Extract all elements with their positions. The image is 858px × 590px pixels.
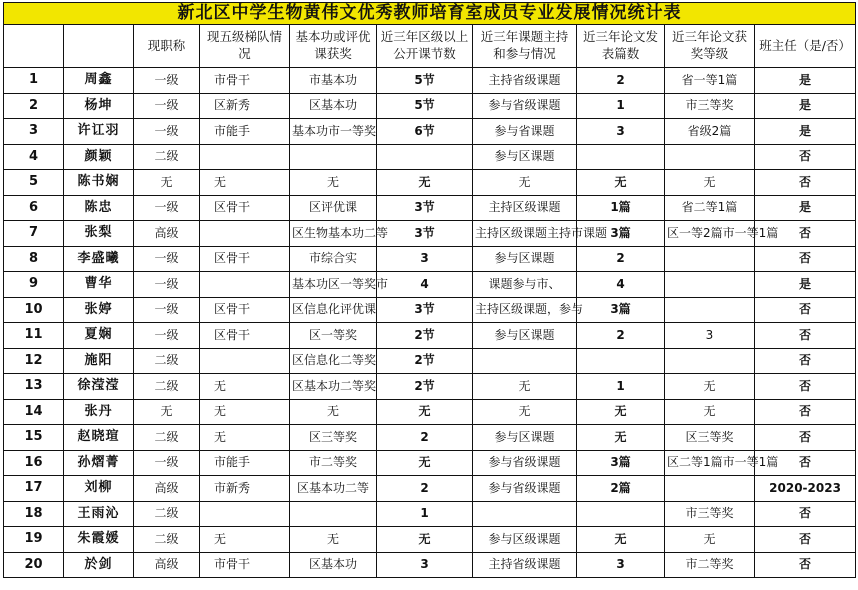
basic-skill-cell[interactable]: 无 [290,399,377,425]
row-number-cell[interactable]: 3 [4,119,64,145]
header-cell[interactable]: 近三年论文获奖等级 [665,25,755,68]
title-cell[interactable]: 一级 [134,68,200,94]
name-cell[interactable]: 赵晓瑄 [64,425,134,451]
project-cell[interactable]: 参与省级课题 [473,476,577,502]
ladder-cell[interactable]: 市骨干 [200,552,290,578]
basic-skill-cell[interactable]: 无 [290,170,377,196]
papers-cell[interactable]: 无 [577,170,665,196]
ladder-cell[interactable]: 市能手 [200,119,290,145]
basic-skill-cell[interactable]: 区一等奖 [290,323,377,349]
table-row [4,221,856,247]
name-cell[interactable]: 许讧羽 [64,119,134,145]
header-cell[interactable]: 现五级梯队情况 [200,25,290,68]
row-number-cell[interactable]: 10 [4,297,64,323]
project-cell[interactable]: 参与区级课题 [473,527,577,553]
project-cell[interactable]: 主持区级课题主持市课题 [473,221,577,247]
ladder-cell[interactable]: 区骨干 [200,246,290,272]
row-number-cell[interactable]: 11 [4,323,64,349]
paper-award-cell[interactable]: 区二等1篇市一等1篇 [665,450,755,476]
title-cell[interactable]: 高级 [134,552,200,578]
row-number-cell[interactable]: 1 [4,68,64,94]
ladder-cell[interactable]: 区新秀 [200,93,290,119]
table-row [4,450,856,476]
ladder-cell[interactable]: 无 [200,527,290,553]
public-lessons-cell[interactable]: 无 [377,450,473,476]
project-cell[interactable]: 课题参与市、 [473,272,577,298]
head-teacher-cell[interactable]: 是 [755,119,856,145]
title-cell[interactable]: 高级 [134,221,200,247]
row-number-cell[interactable]: 16 [4,450,64,476]
head-teacher-cell[interactable]: 是 [755,272,856,298]
paper-award-cell[interactable]: 省一等1篇 [665,68,755,94]
paper-award-cell[interactable]: 无 [665,527,755,553]
title-cell[interactable]: 二级 [134,348,200,374]
head-teacher-cell[interactable]: 否 [755,348,856,374]
basic-skill-cell[interactable]: 区基本功 [290,552,377,578]
name-cell[interactable]: 施阳 [64,348,134,374]
project-cell[interactable]: 主持省级课题 [473,68,577,94]
ladder-cell[interactable] [200,501,290,527]
title-cell[interactable]: 一级 [134,246,200,272]
public-lessons-cell[interactable]: 2 [377,425,473,451]
row-number-cell[interactable]: 19 [4,527,64,553]
paper-award-cell[interactable]: 省级2篇 [665,119,755,145]
title-row [4,3,856,25]
basic-skill-cell[interactable]: 市二等奖 [290,450,377,476]
ladder-cell[interactable] [200,272,290,298]
header-cell[interactable] [4,25,64,68]
basic-skill-cell[interactable]: 区信息化二等奖 [290,348,377,374]
header-cell[interactable]: 班主任（是/否） [755,25,856,68]
table-row [4,170,856,196]
ladder-cell[interactable]: 区骨干 [200,195,290,221]
header-row [4,25,856,68]
paper-award-cell[interactable] [665,144,755,170]
papers-cell[interactable]: 无 [577,399,665,425]
public-lessons-cell[interactable]: 2节 [377,374,473,400]
name-cell[interactable]: 朱霞媛 [64,527,134,553]
name-cell[interactable]: 王雨沁 [64,501,134,527]
table-row [4,501,856,527]
papers-cell[interactable] [577,144,665,170]
name-cell[interactable]: 张婷 [64,297,134,323]
project-cell[interactable]: 参与区课题 [473,323,577,349]
head-teacher-cell[interactable]: 否 [755,297,856,323]
name-cell[interactable]: 张梨 [64,221,134,247]
paper-award-cell[interactable] [665,297,755,323]
row-number-cell[interactable]: 17 [4,476,64,502]
header-cell[interactable]: 近三年课题主持和参与情况 [473,25,577,68]
table-row [4,297,856,323]
ladder-cell[interactable] [200,144,290,170]
table-row [4,93,856,119]
row-number-cell[interactable]: 2 [4,93,64,119]
head-teacher-cell[interactable]: 否 [755,323,856,349]
papers-cell[interactable]: 3篇 [577,450,665,476]
project-cell[interactable]: 主持区级课题 [473,195,577,221]
paper-award-cell[interactable]: 无 [665,374,755,400]
basic-skill-cell[interactable]: 区评优课 [290,195,377,221]
public-lessons-cell[interactable]: 1 [377,501,473,527]
paper-award-cell[interactable]: 市三等奖 [665,93,755,119]
papers-cell[interactable]: 无 [577,527,665,553]
ladder-cell[interactable]: 区骨干 [200,323,290,349]
basic-skill-cell[interactable]: 区三等奖 [290,425,377,451]
name-cell[interactable]: 刘柳 [64,476,134,502]
head-teacher-cell[interactable]: 否 [755,170,856,196]
public-lessons-cell[interactable]: 3节 [377,221,473,247]
project-cell[interactable]: 参与省级课题 [473,93,577,119]
header-cell[interactable] [64,25,134,68]
header-cell[interactable]: 基本功或评优课获奖 [290,25,377,68]
papers-cell[interactable]: 1篇 [577,195,665,221]
ladder-cell[interactable]: 市新秀 [200,476,290,502]
public-lessons-cell[interactable]: 无 [377,399,473,425]
row-number-cell[interactable]: 20 [4,552,64,578]
head-teacher-cell[interactable]: 否 [755,501,856,527]
papers-cell[interactable]: 无 [577,425,665,451]
public-lessons-cell[interactable]: 3节 [377,195,473,221]
paper-award-cell[interactable]: 无 [665,170,755,196]
paper-award-cell[interactable] [665,272,755,298]
basic-skill-cell[interactable] [290,144,377,170]
ladder-cell[interactable]: 市骨干 [200,68,290,94]
name-cell[interactable]: 曹华 [64,272,134,298]
title-cell[interactable]: 二级 [134,144,200,170]
project-cell[interactable]: 参与区课题 [473,144,577,170]
title-cell[interactable]: 二级 [134,374,200,400]
public-lessons-cell[interactable]: 无 [377,170,473,196]
public-lessons-cell[interactable]: 3 [377,552,473,578]
title-cell[interactable]: 二级 [134,425,200,451]
basic-skill-cell[interactable]: 区基本功 [290,93,377,119]
public-lessons-cell[interactable]: 5节 [377,93,473,119]
public-lessons-cell[interactable]: 5节 [377,68,473,94]
ladder-cell[interactable]: 无 [200,170,290,196]
project-cell[interactable] [473,348,577,374]
head-teacher-cell[interactable]: 否 [755,450,856,476]
project-cell[interactable]: 参与区课题 [473,425,577,451]
head-teacher-cell[interactable]: 否 [755,425,856,451]
basic-skill-cell[interactable]: 基本功市一等奖 [290,119,377,145]
project-cell[interactable]: 参与省课题 [473,119,577,145]
row-number-cell[interactable]: 12 [4,348,64,374]
name-cell[interactable]: 夏娴 [64,323,134,349]
basic-skill-cell[interactable]: 市综合实 [290,246,377,272]
row-number-cell[interactable]: 15 [4,425,64,451]
table-row [4,552,856,578]
head-teacher-cell[interactable]: 否 [755,246,856,272]
public-lessons-cell[interactable]: 2 [377,476,473,502]
table-row [4,374,856,400]
papers-cell[interactable]: 2 [577,246,665,272]
title-cell[interactable]: 一级 [134,93,200,119]
name-cell[interactable]: 李盛曦 [64,246,134,272]
project-cell[interactable]: 参与省级课题 [473,450,577,476]
public-lessons-cell[interactable] [377,144,473,170]
ladder-cell[interactable]: 区骨干 [200,297,290,323]
name-cell[interactable]: 孙熠菁 [64,450,134,476]
basic-skill-cell[interactable]: 市基本功 [290,68,377,94]
project-cell[interactable]: 无 [473,170,577,196]
row-number-cell[interactable]: 4 [4,144,64,170]
title-cell[interactable]: 二级 [134,501,200,527]
head-teacher-cell[interactable]: 是 [755,93,856,119]
head-teacher-cell[interactable]: 否 [755,221,856,247]
row-number-cell[interactable]: 18 [4,501,64,527]
head-teacher-cell[interactable]: 是 [755,68,856,94]
ladder-cell[interactable]: 市能手 [200,450,290,476]
ladder-cell[interactable]: 无 [200,374,290,400]
ladder-cell[interactable]: 无 [200,425,290,451]
basic-skill-cell[interactable]: 区生物基本功二等 [290,221,377,247]
paper-award-cell[interactable]: 市二等奖 [665,552,755,578]
paper-award-cell[interactable]: 3 [665,323,755,349]
name-cell[interactable]: 於剑 [64,552,134,578]
papers-cell[interactable]: 3篇 [577,221,665,247]
table-row [4,144,856,170]
head-teacher-cell[interactable]: 2020-2023 [755,476,856,502]
public-lessons-cell[interactable]: 无 [377,527,473,553]
header-cell[interactable]: 现职称 [134,25,200,68]
paper-award-cell[interactable] [665,246,755,272]
ladder-cell[interactable] [200,221,290,247]
title-cell[interactable]: 一级 [134,450,200,476]
basic-skill-cell[interactable] [290,501,377,527]
row-number-cell[interactable]: 14 [4,399,64,425]
header-cell[interactable]: 近三年区级以上公开课节数 [377,25,473,68]
name-cell[interactable]: 陈忠 [64,195,134,221]
name-cell[interactable]: 杨坤 [64,93,134,119]
ladder-cell[interactable] [200,348,290,374]
project-cell[interactable]: 参与区课题 [473,246,577,272]
name-cell[interactable]: 徐滢滢 [64,374,134,400]
row-number-cell[interactable]: 9 [4,272,64,298]
row-number-cell[interactable]: 7 [4,221,64,247]
papers-cell[interactable]: 2 [577,68,665,94]
table-row [4,476,856,502]
head-teacher-cell[interactable]: 否 [755,399,856,425]
row-number-cell[interactable]: 8 [4,246,64,272]
head-teacher-cell[interactable]: 否 [755,144,856,170]
basic-skill-cell[interactable]: 无 [290,527,377,553]
row-number-cell[interactable]: 6 [4,195,64,221]
name-cell[interactable]: 张丹 [64,399,134,425]
project-cell[interactable]: 主持区级课题，参与 [473,297,577,323]
head-teacher-cell[interactable]: 是 [755,195,856,221]
paper-award-cell[interactable]: 区一等2篇市一等1篇 [665,221,755,247]
title-cell[interactable]: 无 [134,399,200,425]
paper-award-cell[interactable]: 无 [665,399,755,425]
name-cell[interactable]: 周鑫 [64,68,134,94]
table-row [4,348,856,374]
stats-table [3,2,856,578]
title-cell[interactable]: 一级 [134,323,200,349]
title-cell[interactable]: 一级 [134,119,200,145]
table-row [4,272,856,298]
project-cell[interactable]: 无 [473,374,577,400]
title-cell[interactable]: 高级 [134,476,200,502]
header-cell[interactable]: 近三年论文发表篇数 [577,25,665,68]
paper-award-cell[interactable] [665,348,755,374]
papers-cell[interactable]: 1 [577,374,665,400]
papers-cell[interactable]: 3 [577,552,665,578]
papers-cell[interactable]: 2 [577,323,665,349]
paper-award-cell[interactable]: 市三等奖 [665,501,755,527]
table-row [4,399,856,425]
title-cell[interactable]: 无 [134,170,200,196]
table-body [4,68,856,578]
row-number-cell[interactable]: 13 [4,374,64,400]
head-teacher-cell[interactable]: 否 [755,527,856,553]
papers-cell[interactable] [577,501,665,527]
name-cell[interactable]: 陈书娴 [64,170,134,196]
table-row [4,425,856,451]
public-lessons-cell[interactable]: 4 [377,272,473,298]
table-title: 新北区中学生物黄伟文优秀教师培育室成员专业发展情况统计表 [4,3,856,25]
paper-award-cell[interactable]: 省二等1篇 [665,195,755,221]
paper-award-cell[interactable]: 区三等奖 [665,425,755,451]
public-lessons-cell[interactable]: 2节 [377,323,473,349]
basic-skill-cell[interactable]: 基本功区一等奖市 [290,272,377,298]
table-row [4,195,856,221]
public-lessons-cell[interactable]: 2节 [377,348,473,374]
table-row [4,68,856,94]
table-row [4,246,856,272]
papers-cell[interactable]: 3篇 [577,297,665,323]
table-row [4,119,856,145]
papers-cell[interactable]: 2篇 [577,476,665,502]
name-cell[interactable]: 颜颖 [64,144,134,170]
ladder-cell[interactable]: 无 [200,399,290,425]
title-cell[interactable]: 一级 [134,195,200,221]
table-row [4,323,856,349]
title-cell[interactable]: 一级 [134,297,200,323]
paper-award-cell[interactable] [665,476,755,502]
public-lessons-cell[interactable]: 3节 [377,297,473,323]
project-cell[interactable]: 无 [473,399,577,425]
project-cell[interactable]: 主持省级课题 [473,552,577,578]
head-teacher-cell[interactable]: 否 [755,374,856,400]
basic-skill-cell[interactable]: 区基本功二等奖 [290,374,377,400]
basic-skill-cell[interactable]: 区基本功二等 [290,476,377,502]
public-lessons-cell[interactable]: 6节 [377,119,473,145]
public-lessons-cell[interactable]: 3 [377,246,473,272]
title-cell[interactable]: 一级 [134,272,200,298]
papers-cell[interactable] [577,348,665,374]
project-cell[interactable] [473,501,577,527]
row-number-cell[interactable]: 5 [4,170,64,196]
basic-skill-cell[interactable]: 区信息化评优课 [290,297,377,323]
title-cell[interactable]: 二级 [134,527,200,553]
papers-cell[interactable]: 1 [577,93,665,119]
head-teacher-cell[interactable]: 否 [755,552,856,578]
papers-cell[interactable]: 3 [577,119,665,145]
papers-cell[interactable]: 4 [577,272,665,298]
table-row [4,527,856,553]
